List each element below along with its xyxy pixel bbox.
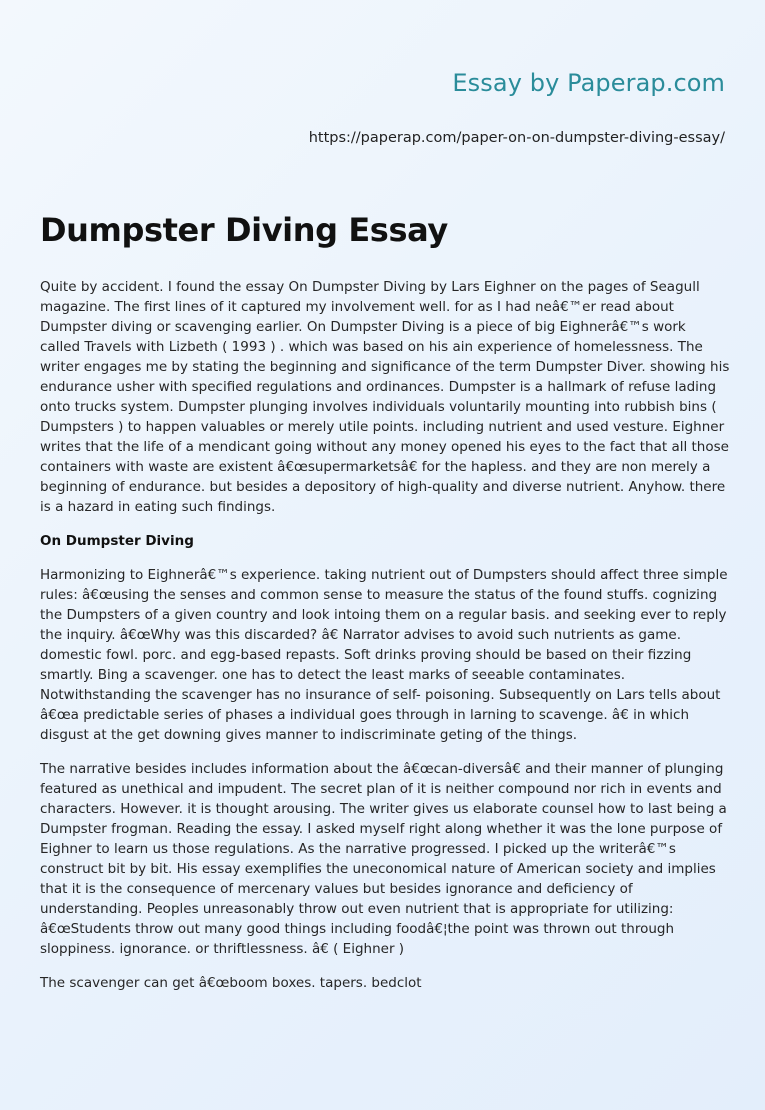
essay-body [40, 277, 730, 1007]
paragraph: Harmonizing to Eighnerâ€™s experience. taking nutrient out of Dumpsters should affect three simple rules: â€œusing the senses and common sense to measure the status of the found stuffs. cognizing the Dumpsters of a given country and look intoing them on a regular basis. and seeking ever to reply the inquiry. â€œWhy was this discarded? â€ Narrator advises to avoid such nutrients as game. domestic fowl. porc. and egg-based repasts. Soft drinks proving should be based on their fizzing smartly. Bing a scavenger. one has to detect the least marks of seeable contaminates. Notwithstanding the scavenger has no insurance of self- poisoning. Subsequently on Lars tells about â€œa predictable series of phases a individual goes through in larning to scavenge. â€ in which disgust at the get downing gives manner to indiscriminate geting of the things. [40, 567, 728, 743]
site-brand[interactable]: Essay by Paperap.com [452, 69, 725, 97]
paragraph: The scavenger can get â€œboom boxes. tapers. bedclot [40, 975, 422, 991]
paragraph: The narrative besides includes information about the â€œcan-diversâ€ and their manner of plunging featured as unethical and impudent. The secret plan of it is neither compound nor rich in events and characters. However. it is thought arousing. The writer gives us elaborate counsel how to last being a Dumpster frogman. Reading the essay. I asked myself right along whether it was the lone purpose of Eighner to learn us those regulations. As the narrative progressed. I picked up the writerâ€™s construct bit by bit. His essay exemplifies the uneconomical nature of American society and implies that it is the consequence of mercenary values but besides ignorance and deficiency of understanding. Peoples unreasonably throw out even nutrient that is appropriate for utilizing: â€œStudents throw out many good things including foodâ€¦the point was thrown out through sloppiness. ignorance. or thriftlessness. â€ ( Eighner ) [40, 761, 727, 957]
source-url[interactable]: https://paperap.com/paper-on-on-dumpster-diving-essay/ [308, 130, 725, 146]
section-heading: On Dumpster Diving [40, 533, 194, 549]
paragraph: Quite by accident. I found the essay On Dumpster Diving by Lars Eighner on the pages of Seagull magazine. The first lines of it captured my involvement well. for as I had neâ€™er read about Dumpster diving or scavenging earlier. On Dumpster Diving is a piece of big Eighnerâ€™s work called Travels with Lizbeth ( 1993 ) . which was based on his ain experience of homelessness. The writer engages me by stating the beginning and significance of the term Dumpster Diver. showing his endurance usher with specified regulations and ordinances. Dumpster is a hallmark of refuse lading onto trucks system. Dumpster plunging involves individuals voluntarily mounting into rubbish bins ( Dumpsters ) to happen valuables or merely utile points. including nutrient and used vesture. Eighner writes that the life of a mendicant going without any money opened his eyes to the fact that all those containers with waste are existent â€œsupermarketsâ€ for the hapless. and they are non merely a beginning of endurance. but besides a depository of high-quality and diverse nutrient. Anyhow. there is a hazard in eating such findings. [40, 279, 730, 515]
page-title: Dumpster Diving Essay [40, 211, 448, 249]
